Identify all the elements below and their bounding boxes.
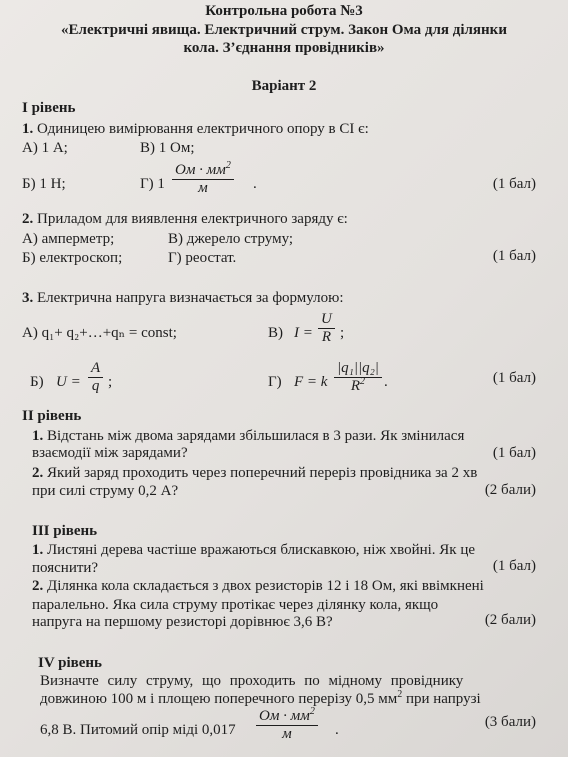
fraction-numerator: Ом · $мм^2$	[172, 162, 234, 180]
question-text: Листяні дерева частіше вражаються блискавкою, ніж хвойні. Як це	[43, 542, 476, 558]
level2-q2-line2: при силі струму 0,2 А?	[32, 483, 179, 499]
level4-fraction	[256, 708, 318, 743]
q3-points: (1 бал)	[492, 370, 536, 386]
q3-option-b-lhs: U =	[56, 374, 81, 390]
q1-option-g-fraction	[172, 162, 234, 197]
fraction-denominator: $R^2$	[350, 376, 366, 394]
q3-option-v-suffix: ;	[340, 325, 345, 341]
document-title: Контрольна робота №3	[205, 3, 363, 19]
q3-option-v-fraction	[318, 311, 335, 346]
q1-option-v: В) 1 Ом;	[140, 140, 195, 156]
level3-q2-points: (2 бали)	[484, 612, 536, 628]
question-number: 3.	[22, 290, 34, 306]
question-number: 2.	[32, 465, 44, 481]
level3-q2-line2: паралельно. Яка сила струму протікає через ділянку кола, якщо	[32, 597, 439, 613]
level3-q1-line1	[32, 542, 475, 559]
question-number: 1.	[32, 542, 44, 558]
level3-q1-points: (1 бал)	[492, 558, 536, 574]
question-text: Який заряд проходить через поперечний переріз провідника за 2 хв	[43, 465, 478, 481]
fraction-denominator: м	[198, 180, 208, 196]
q3-option-a: А) q₁+ q₂+…+qₙ = const;	[22, 325, 177, 341]
question-1-2-text	[22, 211, 348, 228]
q3-option-v-prefix: В)	[268, 325, 283, 341]
q1-option-g-suffix: .	[253, 176, 257, 192]
question-1-3-text	[22, 290, 344, 307]
question-number: 2.	[22, 211, 34, 227]
level4-points: (3 бали)	[484, 714, 536, 730]
question-number: 2.	[32, 578, 44, 594]
q1-option-a: А) 1 А;	[22, 140, 68, 156]
q2-option-b: Б) електроскоп;	[22, 250, 123, 266]
question-1-1-text	[22, 121, 369, 138]
q2-option-g: Г) реостат.	[168, 250, 237, 266]
question-number: 1.	[22, 121, 34, 137]
q3-option-b-suffix: ;	[108, 374, 113, 390]
level4-line2: довжиною 100 м і площею поперечного перерізу 0,5 $мм^2$ при напрузі	[40, 689, 481, 707]
level1-heading: І рівень	[22, 100, 76, 116]
q2-option-v: В) джерело струму;	[168, 231, 294, 247]
q3-option-b-prefix: Б)	[30, 374, 44, 390]
fraction-numerator: A	[88, 360, 103, 378]
fraction-denominator: q	[91, 378, 100, 394]
level4-suffix: .	[335, 722, 339, 738]
q1-points: (1 бал)	[492, 176, 536, 192]
document-subtitle-line1: «Електричні явища. Електричний струм. Закон Ома для ділянки	[61, 22, 507, 38]
document-subtitle-line2: кола. З’єднання провідників»	[183, 40, 385, 56]
variant-label: Варіант 2	[251, 78, 317, 94]
level3-heading: ІІІ рівень	[32, 523, 98, 539]
fraction-denominator: R	[321, 329, 331, 345]
question-number: 1.	[32, 428, 44, 444]
level4-line3: 6,8 В. Питомий опір міді 0,017	[40, 722, 236, 738]
level4-line1: Визначте силу струму, що проходить по мідному провіднику	[40, 673, 464, 689]
level3-q1-line2: пояснити?	[32, 560, 99, 576]
q2-option-a: А) амперметр;	[22, 231, 115, 247]
fraction-numerator: U	[318, 311, 335, 329]
fraction-numerator: |q₁||q₂|	[334, 360, 382, 378]
q3-option-g-lhs: F = k	[294, 374, 328, 390]
q1-option-b: Б) 1 Н;	[22, 176, 66, 192]
question-text: Приладом для виявлення електричного заряду є:	[33, 211, 348, 227]
level3-q2-line1	[32, 578, 484, 595]
fraction-numerator: Ом · $мм^2$	[256, 708, 318, 726]
q1-option-g-prefix: Г) 1	[140, 176, 165, 192]
level2-q2-points: (2 бали)	[484, 482, 536, 498]
level2-q1-line2: взаємодії між зарядами?	[32, 445, 188, 461]
fraction-denominator: м	[282, 726, 292, 742]
q2-points: (1 бал)	[492, 248, 536, 264]
q3-option-g-fraction	[334, 360, 382, 395]
question-text: Одиницею вимірювання електричного опору в СІ є:	[33, 121, 369, 137]
level4-heading: IV рівень	[38, 655, 102, 671]
level2-q2-line1	[32, 465, 477, 482]
level2-heading: ІІ рівень	[22, 408, 82, 424]
q3-option-g-prefix: Г)	[268, 374, 282, 390]
q3-option-g-suffix: .	[384, 374, 388, 390]
question-text: Відстань між двома зарядами збільшилася в 3 рази. Як змінилася	[43, 428, 465, 444]
level3-q2-line3: напруга на першому резисторі дорівнює 3,6 В?	[32, 614, 333, 630]
question-text: Ділянка кола складається з двох резисторів 12 і 18 Ом, які ввімкнені	[43, 578, 484, 594]
q3-option-b-fraction	[88, 360, 103, 395]
level2-q1-points: (1 бал)	[492, 445, 536, 461]
q3-option-v-lhs: I =	[294, 325, 313, 341]
level2-q1-line1	[32, 428, 464, 445]
question-text: Електрична напруга визначається за формулою:	[33, 290, 344, 306]
